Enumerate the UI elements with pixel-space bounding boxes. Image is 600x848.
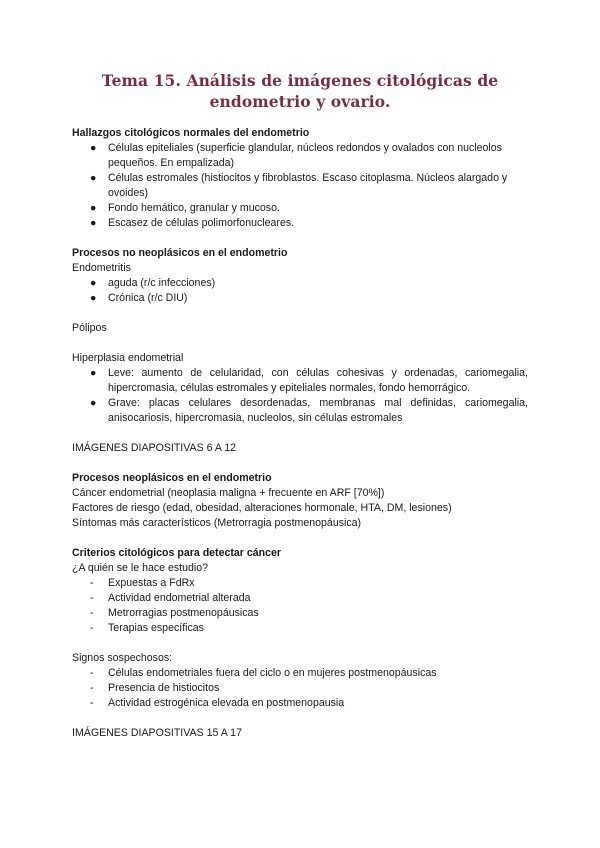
criterios-question: ¿A quién se le hace estudio? bbox=[72, 562, 209, 574]
document-body bbox=[72, 126, 528, 741]
criterios-list bbox=[72, 576, 528, 636]
imagenes-ref-2: IMÁGENES DIAPOSITIVAS 15 A 17 bbox=[72, 727, 242, 739]
dash-icon: - bbox=[90, 607, 94, 619]
list-item: ● Células estromales (histiocitos y fibroblastos. Escaso citoplasma. Núcleos alargado y ovoides) bbox=[90, 172, 508, 199]
imagenes-ref-1: IMÁGENES DIAPOSITIVAS 6 A 12 bbox=[72, 442, 237, 454]
list-item: - Células endometriales fuera del ciclo o en mujeres postmenopáusicas bbox=[90, 667, 437, 679]
bullet-icon: ● bbox=[90, 367, 97, 379]
list-item: ● Fondo hemático, granular y mucoso. bbox=[90, 202, 280, 214]
endometritis-list bbox=[72, 276, 528, 306]
bullet-icon: ● bbox=[90, 292, 97, 304]
list-item: ● Células epiteliales (superficie glandular, núcleos redondos y ovalados con nucleolos pequeños. En empalizada) bbox=[90, 142, 502, 169]
section-heading-criterios: Criterios citológicos para detectar cáncer bbox=[72, 547, 282, 559]
list-item: - Actividad estrogénica elevada en postmenopausia bbox=[90, 697, 345, 709]
signos-list bbox=[72, 666, 528, 711]
dash-icon: - bbox=[90, 592, 94, 604]
dash-icon: - bbox=[90, 697, 94, 709]
list-item: ● Crónica (r/c DIU) bbox=[90, 292, 188, 304]
dash-icon: - bbox=[90, 667, 94, 679]
list-item: - Expuestas a FdRx bbox=[90, 577, 195, 589]
dash-icon: - bbox=[90, 577, 94, 589]
section-heading-neoplasicos: Procesos neoplásicos en el endometrio bbox=[72, 472, 272, 484]
hiperplasia-list bbox=[72, 366, 528, 426]
endometritis-label: Endometritis bbox=[72, 262, 131, 274]
list-item: ● Grave: placas celulares desordenadas, membranas mal definidas, cariomegalia, anisocariosis, hipercromasia, nucleolos, sin células estromales bbox=[90, 397, 528, 424]
neo-line: Síntomas más característicos (Metrorragia postmenopáusica) bbox=[72, 517, 362, 529]
bullet-icon: ● bbox=[90, 142, 97, 154]
neo-line: Cáncer endometrial (neoplasia maligna + frecuente en ARF [70%]) bbox=[72, 487, 385, 499]
bullet-icon: ● bbox=[90, 397, 97, 409]
list-item: ● Escasez de células polimorfonucleares. bbox=[90, 217, 295, 229]
neo-line: Factores de riesgo (edad, obesidad, alteraciones hormonale, HTA, DM, lesiones) bbox=[72, 502, 452, 514]
signos-label: Signos sospechosos: bbox=[72, 652, 173, 664]
dash-icon: - bbox=[90, 622, 94, 634]
document-title: Tema 15. Análisis de imágenes citológicas de endometrio y ovario. bbox=[101, 71, 499, 111]
bullet-icon: ● bbox=[90, 202, 97, 214]
list-item: - Presencia de histiocitos bbox=[90, 682, 220, 694]
section-heading-normal: Hallazgos citológicos normales del endometrio bbox=[72, 127, 310, 139]
bullet-icon: ● bbox=[90, 172, 97, 184]
normal-findings-list bbox=[72, 141, 528, 231]
list-item: - Actividad endometrial alterada bbox=[90, 592, 251, 604]
list-item: ● Leve: aumento de celularidad, con células cohesivas y ordenadas, cariomegalia, hipercromasia, células estromales y epiteliales normales, fondo hemorrágico. bbox=[90, 367, 528, 394]
list-item: - Metrorragias postmenopáusicas bbox=[90, 607, 259, 619]
dash-icon: - bbox=[90, 682, 94, 694]
section-heading-no-neoplasicos: Procesos no neoplásicos en el endometrio bbox=[72, 247, 288, 259]
bullet-icon: ● bbox=[90, 277, 97, 289]
bullet-icon: ● bbox=[90, 217, 97, 229]
polipos-label: Pólipos bbox=[72, 322, 107, 334]
list-item: - Terapias específicas bbox=[90, 622, 204, 634]
list-item: ● aguda (r/c infecciones) bbox=[90, 277, 216, 289]
hiperplasia-label: Hiperplasia endometrial bbox=[72, 352, 184, 364]
